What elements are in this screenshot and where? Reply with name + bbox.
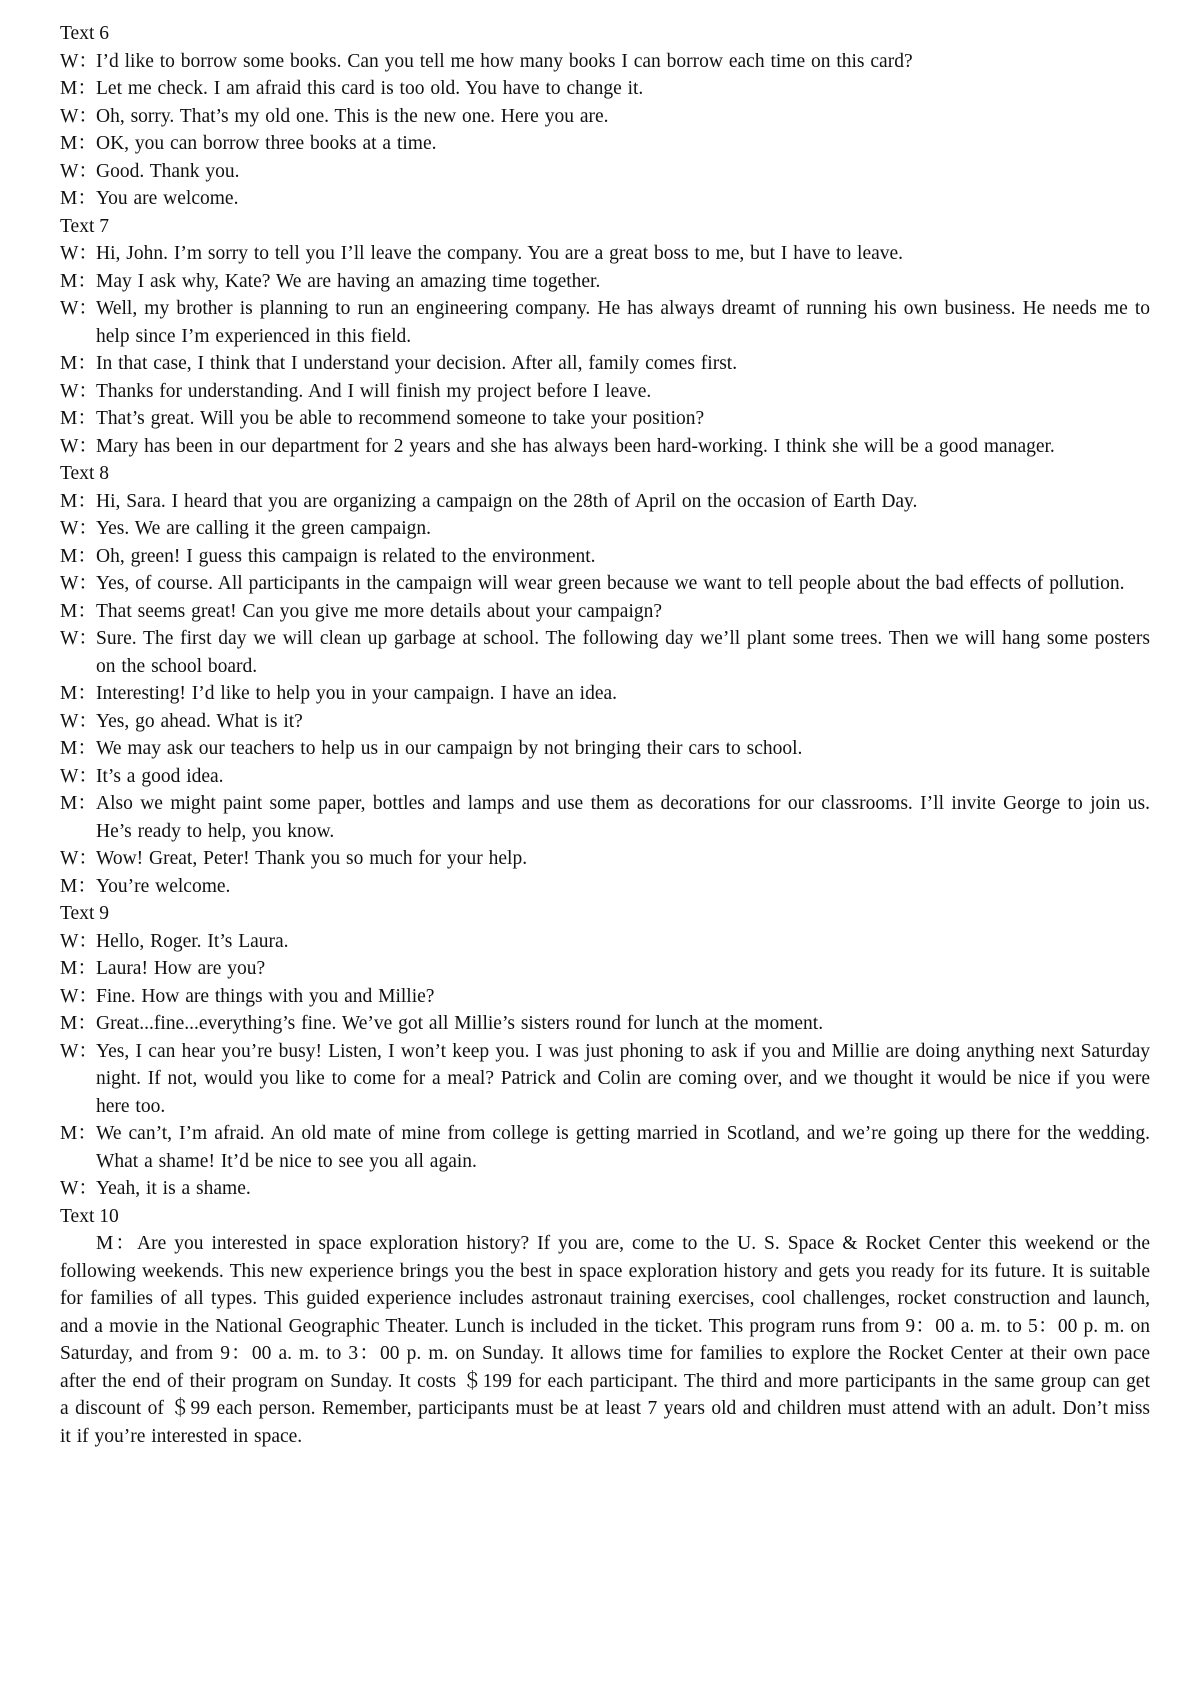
dialogue-line: [60, 845, 1150, 873]
line-text: We may ask our teachers to help us in our campaign by not bringing their cars to school.: [96, 738, 803, 759]
speaker-label: W：: [60, 105, 98, 127]
line-text: Hi, Sara. I heard that you are organizing a campaign on the 28th of April on the occasion of Earth Day.: [96, 490, 918, 512]
line-text: Hi, John. I’m sorry to tell you I’ll leave the company. You are a great boss to me, but I have to leave.: [96, 243, 904, 264]
dialogue-line: [60, 185, 1150, 213]
line-text: Yes, I can hear you’re busy! Listen, I won’t keep you. I was just phoning to ask if you and Millie are doing anything next Saturday night. If not, would you like to come for a meal? Patrick and Colin are coming over, and we thought it would be nice if you were here too.: [96, 1040, 1150, 1117]
speaker-label: W：: [60, 930, 98, 952]
dialogue-line: [60, 598, 1150, 626]
dialogue-line: [60, 680, 1150, 708]
dialogue-line: [60, 75, 1150, 103]
dialogue-line: [60, 295, 1150, 350]
section-text-8: [60, 460, 1150, 900]
speaker-label: M：: [60, 545, 97, 567]
section-text-10: [60, 1203, 1150, 1451]
line-text: You’re welcome.: [96, 875, 231, 897]
speaker-label: W：: [60, 710, 98, 732]
line-text: Great...fine...everything’s fine. We’ve got all Millie’s sisters round for lunch at the moment.: [96, 1013, 824, 1034]
line-text: Oh, sorry. That’s my old one. This is the new one. Here you are.: [96, 105, 609, 127]
speaker-label: M：: [60, 188, 97, 209]
line-text: Yes, of course. All participants in the campaign will wear green because we want to tell people about the bad effects of pollution.: [96, 573, 1125, 594]
speaker-label: W：: [60, 243, 98, 264]
speaker-label: W：: [60, 380, 98, 402]
speaker-label: M：: [60, 1013, 97, 1034]
dialogue-line: [60, 1120, 1150, 1175]
dialogue-line: [60, 790, 1150, 845]
speaker-label: W：: [60, 765, 98, 787]
section-title: Text 7: [60, 215, 109, 237]
dialogue-line: [60, 955, 1150, 983]
dialogue-line: [60, 103, 1150, 131]
line-text: Interesting! I’d like to help you in your campaign. I have an idea.: [96, 683, 617, 704]
speaker-label: W：: [60, 985, 98, 1007]
dialogue-line: [60, 130, 1150, 158]
dialogue-line: [60, 268, 1150, 296]
speaker-label: M：: [60, 683, 97, 704]
dialogue-line: [60, 570, 1150, 598]
line-text: Mary has been in our department for 2 years and she has always been hard-working. I think she will be a good manager.: [96, 435, 1055, 457]
speaker-label: M：: [60, 490, 97, 512]
line-text: In that case, I think that I understand your decision. After all, family comes first.: [96, 353, 738, 374]
speaker-label: M：: [60, 875, 97, 897]
speaker-label: W：: [60, 50, 98, 72]
speaker-label: W：: [60, 298, 98, 319]
line-text: Yeah, it is a shame.: [96, 1178, 251, 1199]
line-text: Let me check. I am afraid this card is too old. You have to change it.: [96, 78, 644, 99]
speaker-label: M：: [60, 270, 97, 292]
line-text: Hello, Roger. It’s Laura.: [96, 930, 289, 952]
speaker-label: W：: [60, 160, 98, 182]
line-text: Yes. We are calling it the green campaign.: [96, 518, 432, 539]
speaker-label: M：: [60, 78, 97, 99]
speaker-label: M：: [60, 1123, 97, 1144]
line-text: OK, you can borrow three books at a time.: [96, 133, 437, 154]
dialogue-line: [60, 378, 1150, 406]
dialogue-line: [60, 708, 1150, 736]
line-text: Yes, go ahead. What is it?: [96, 710, 303, 732]
section-text-7: [60, 213, 1150, 461]
dialogue-line: [60, 433, 1150, 461]
line-text: Well, my brother is planning to run an engineering company. He has always dreamt of running his own business. He needs me to help since I’m experienced in this field.: [96, 298, 1150, 347]
dialogue-line: [60, 543, 1150, 571]
line-text: Sure. The first day we will clean up garbage at school. The following day we’ll plant some trees. Then we will hang some posters on the school board.: [96, 628, 1150, 677]
line-text: That’s great. Will you be able to recommend someone to take your position?: [96, 408, 705, 429]
speaker-label: M：: [60, 133, 97, 154]
section-text-6: [60, 20, 1150, 213]
line-text: It’s a good idea.: [96, 765, 224, 787]
speaker-label: W：: [60, 1040, 98, 1062]
speaker-label: M：: [60, 600, 97, 622]
dialogue-line: [60, 1175, 1150, 1203]
line-text: Thanks for understanding. And I will finish my project before I leave.: [96, 380, 652, 402]
section-title: Text 9: [60, 903, 109, 924]
line-text: I’d like to borrow some books. Can you tell me how many books I can borrow each time on this card?: [96, 50, 913, 72]
dialogue-line: [60, 515, 1150, 543]
dialogue-line: [60, 488, 1150, 516]
line-text: That seems great! Can you give me more details about your campaign?: [96, 600, 663, 622]
dialogue-line: [60, 983, 1150, 1011]
line-text: May I ask why, Kate? We are having an amazing time together.: [96, 270, 601, 292]
dialogue-line: [60, 350, 1150, 378]
line-text: Fine. How are things with you and Millie?: [96, 985, 435, 1007]
dialogue-line: [60, 48, 1150, 76]
speaker-label: M：: [60, 738, 97, 759]
speaker-label: W：: [60, 573, 98, 594]
line-text: Laura! How are you?: [96, 958, 266, 979]
dialogue-line: [60, 158, 1150, 186]
dialogue-line: [60, 1038, 1150, 1121]
dialogue-line: [60, 873, 1150, 901]
speaker-label: W：: [60, 1178, 98, 1199]
dialogue-line: [60, 763, 1150, 791]
section-title: Text 10: [60, 1205, 119, 1227]
section-text-9: [60, 900, 1150, 1203]
dialogue-line: [60, 240, 1150, 268]
line-text: You are welcome.: [96, 188, 239, 209]
transcript-document: [60, 20, 1150, 1450]
speaker-label: M：: [60, 958, 97, 979]
speaker-label: M：: [60, 353, 97, 374]
line-text: Also we might paint some paper, bottles and lamps and use them as decorations for our classrooms. I’ll invite George to join us. He’s ready to help, you know.: [96, 793, 1150, 842]
monologue-paragraph: M：Are you interested in space exploration history? If you are, come to the U. S. Space & Rocket Center this weekend or the following weekends. This new experience brings you the best in space exploration history and gets you ready for its future. It is suitable for families of all types. This guided experience includes astronaut training exercises, cool challenges, rocket construction and launch, and a movie in the National Geographic Theater. Lunch is included in the ticket. This program runs from 9：00 a. m. to 5：00 p. m. on Saturday, and from 9：00 a. m. to 3：00 p. m. on Sunday. It allows time for families to explore the Rocket Center at their own pace after the end of their program on Sunday. It costs ＄199 for each participant. The third and more participants in the same group can get a discount of ＄99 each person. Remember, participants must be at least 7 years old and children must attend with an adult. Don’t miss it if you’re interested in space.: [60, 1233, 1150, 1447]
section-title: Text 6: [60, 23, 109, 44]
line-text: Oh, green! I guess this campaign is related to the environment.: [96, 545, 596, 567]
dialogue-line: [60, 928, 1150, 956]
speaker-label: W：: [60, 435, 98, 457]
line-text: Wow! Great, Peter! Thank you so much for your help.: [96, 848, 528, 869]
speaker-label: W：: [60, 518, 98, 539]
line-text: Good. Thank you.: [96, 160, 240, 182]
speaker-label: W：: [60, 848, 98, 869]
speaker-label: M：: [60, 408, 97, 429]
line-text: We can’t, I’m afraid. An old mate of mine from college is getting married in Scotland, and we’re going up there for the wedding. What a shame! It’d be nice to see you all again.: [96, 1123, 1150, 1172]
section-title: Text 8: [60, 463, 109, 484]
speaker-label: M：: [60, 793, 97, 814]
speaker-label: W：: [60, 628, 98, 649]
dialogue-line: [60, 625, 1150, 680]
dialogue-line: [60, 405, 1150, 433]
dialogue-line: [60, 735, 1150, 763]
dialogue-line: [60, 1010, 1150, 1038]
